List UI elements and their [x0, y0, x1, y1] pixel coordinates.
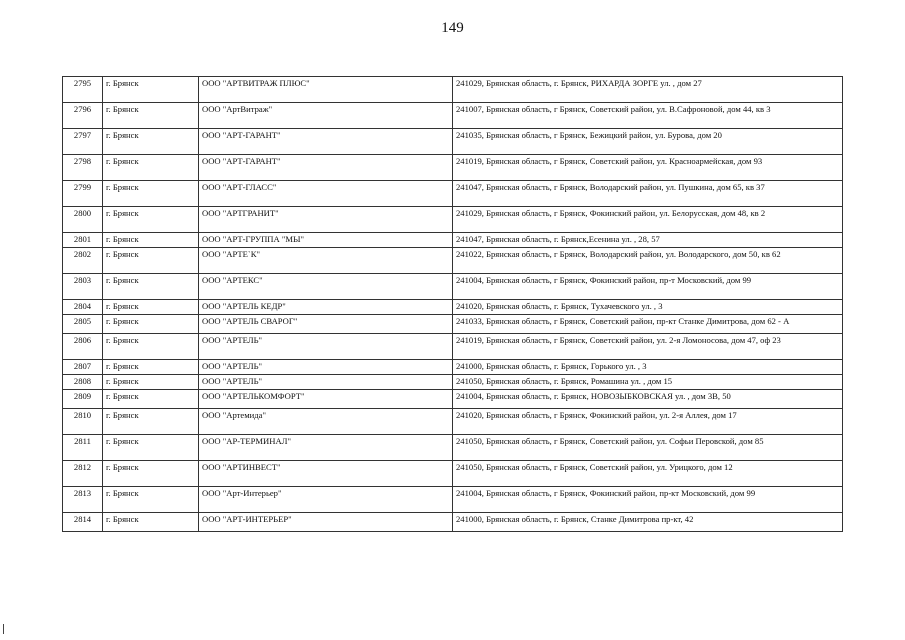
row-address: 241050, Брянская область, г Брянск, Советский район, ул. Урицкого, дом 12 [453, 461, 843, 487]
row-address: 241050, Брянская область, г. Брянск, Ромашина ул. , дом 15 [453, 375, 843, 390]
row-organization: ООО "АРТ-ГАРАНТ" [199, 129, 453, 155]
row-organization: ООО "АРТЕЛЬ" [199, 375, 453, 390]
row-organization: ООО "АРТЕЛЬ" [199, 334, 453, 360]
table-row [63, 513, 843, 532]
row-address: 241004, Брянская область, г Брянск, Фокинский район, пр-кт Московский, дом 99 [453, 487, 843, 513]
table-row [63, 390, 843, 409]
row-city: г. Брянск [103, 181, 199, 207]
row-city: г. Брянск [103, 461, 199, 487]
row-number: 2811 [63, 435, 103, 461]
row-number: 2806 [63, 334, 103, 360]
row-organization: ООО "АРТЕЛЬ СВАРОГ" [199, 315, 453, 334]
row-organization: ООО "АРТВИТРАЖ ПЛЮС" [199, 77, 453, 103]
row-city: г. Брянск [103, 274, 199, 300]
row-number: 2808 [63, 375, 103, 390]
row-number: 2796 [63, 103, 103, 129]
row-number: 2807 [63, 360, 103, 375]
row-organization: ООО "АРТЕКС" [199, 274, 453, 300]
row-city: г. Брянск [103, 103, 199, 129]
table-row [63, 207, 843, 233]
row-organization: ООО "АРТ-ИНТЕРЬЕР" [199, 513, 453, 532]
row-city: г. Брянск [103, 435, 199, 461]
table-row [63, 103, 843, 129]
row-address: 241033, Брянская область, г Брянск, Советский район, пр-кт Станке Димитрова, дом 62 - А [453, 315, 843, 334]
table-row [63, 461, 843, 487]
row-city: г. Брянск [103, 129, 199, 155]
table-row [63, 233, 843, 248]
row-address: 241004, Брянская область, г. Брянск, НОВОЗЫБКОВСКАЯ ул. , дом 3В, 50 [453, 390, 843, 409]
row-city: г. Брянск [103, 155, 199, 181]
table-row [63, 274, 843, 300]
scan-margin-mark [3, 624, 4, 634]
row-address: 241004, Брянская область, г Брянск, Фокинский район, пр-т Московский, дом 99 [453, 274, 843, 300]
row-organization: ООО "АРТ-ГРУППА "МЫ" [199, 233, 453, 248]
row-organization: ООО "АРТЕЛЬКОМФОРТ" [199, 390, 453, 409]
row-organization: ООО "АртВитраж" [199, 103, 453, 129]
row-city: г. Брянск [103, 300, 199, 315]
row-organization: ООО "АР-ТЕРМИНАЛ" [199, 435, 453, 461]
row-number: 2813 [63, 487, 103, 513]
row-address: 241000, Брянская область, г. Брянск, Станке Димитрова пр-кт, 42 [453, 513, 843, 532]
row-number: 2810 [63, 409, 103, 435]
row-city: г. Брянск [103, 315, 199, 334]
row-city: г. Брянск [103, 334, 199, 360]
row-organization: ООО "Арт-Интерьер" [199, 487, 453, 513]
row-number: 2805 [63, 315, 103, 334]
table-row [63, 77, 843, 103]
row-address: 241019, Брянская область, г Брянск, Советский район, ул. 2-я Ломоносова, дом 47, оф 23 [453, 334, 843, 360]
table-row [63, 360, 843, 375]
row-city: г. Брянск [103, 513, 199, 532]
row-address: 241020, Брянская область, г Брянск, Фокинский район, ул. 2-я Аллея, дом 17 [453, 409, 843, 435]
row-number: 2812 [63, 461, 103, 487]
row-address: 241000, Брянская область, г. Брянск, Горького ул. , 3 [453, 360, 843, 375]
row-organization: ООО "АРТИНВЕСТ" [199, 461, 453, 487]
row-city: г. Брянск [103, 409, 199, 435]
row-address: 241007, Брянская область, г Брянск, Советский район, ул. В.Сафроновой, дом 44, кв 3 [453, 103, 843, 129]
table-row [63, 315, 843, 334]
row-address: 241047, Брянская область, г Брянск, Володарский район, ул. Пушкина, дом 65, кв 37 [453, 181, 843, 207]
page-number: 149 [441, 20, 464, 36]
registry-table [62, 76, 843, 532]
row-address: 241029, Брянская область, г Брянск, Фокинский район, ул. Белорусская, дом 48, кв 2 [453, 207, 843, 233]
table-row [63, 129, 843, 155]
table-row [63, 155, 843, 181]
row-organization: ООО "АРТ-ГЛАСС" [199, 181, 453, 207]
row-city: г. Брянск [103, 248, 199, 274]
row-number: 2801 [63, 233, 103, 248]
row-city: г. Брянск [103, 360, 199, 375]
row-organization: ООО "АРТЕ`К" [199, 248, 453, 274]
row-city: г. Брянск [103, 77, 199, 103]
row-number: 2800 [63, 207, 103, 233]
table-row [63, 300, 843, 315]
table-row [63, 248, 843, 274]
row-number: 2799 [63, 181, 103, 207]
table-row [63, 487, 843, 513]
row-organization: ООО "АРТЕЛЬ КЕДР" [199, 300, 453, 315]
row-address: 241035, Брянская область, г Брянск, Бежицкий район, ул. Бурова, дом 20 [453, 129, 843, 155]
row-city: г. Брянск [103, 233, 199, 248]
row-number: 2814 [63, 513, 103, 532]
table-row [63, 375, 843, 390]
table-row [63, 334, 843, 360]
row-city: г. Брянск [103, 375, 199, 390]
row-number: 2797 [63, 129, 103, 155]
row-address: 241020, Брянская область, г. Брянск, Тухачевского ул. , 3 [453, 300, 843, 315]
row-number: 2795 [63, 77, 103, 103]
row-number: 2804 [63, 300, 103, 315]
row-city: г. Брянск [103, 487, 199, 513]
row-organization: ООО "АРТ-ГАРАНТ" [199, 155, 453, 181]
row-city: г. Брянск [103, 207, 199, 233]
row-city: г. Брянск [103, 390, 199, 409]
row-organization: ООО "Артемида" [199, 409, 453, 435]
table-row [63, 409, 843, 435]
row-number: 2802 [63, 248, 103, 274]
row-number: 2798 [63, 155, 103, 181]
row-organization: ООО "АРТГРАНИТ" [199, 207, 453, 233]
row-address: 241029, Брянская область, г. Брянск, РИХАРДА ЗОРГЕ ул. , дом 27 [453, 77, 843, 103]
row-address: 241050, Брянская область, г Брянск, Советский район, ул. Софьи Перовской, дом 85 [453, 435, 843, 461]
row-number: 2803 [63, 274, 103, 300]
row-address: 241022, Брянская область, г Брянск, Володарский район, ул. Володарского, дом 50, кв 62 [453, 248, 843, 274]
row-address: 241047, Брянская область, г. Брянск,Есенина ул. , 28, 57 [453, 233, 843, 248]
table-row [63, 435, 843, 461]
row-number: 2809 [63, 390, 103, 409]
row-address: 241019, Брянская область, г Брянск, Советский район, ул. Красноармейская, дом 93 [453, 155, 843, 181]
table-row [63, 181, 843, 207]
row-organization: ООО "АРТЕЛЬ" [199, 360, 453, 375]
